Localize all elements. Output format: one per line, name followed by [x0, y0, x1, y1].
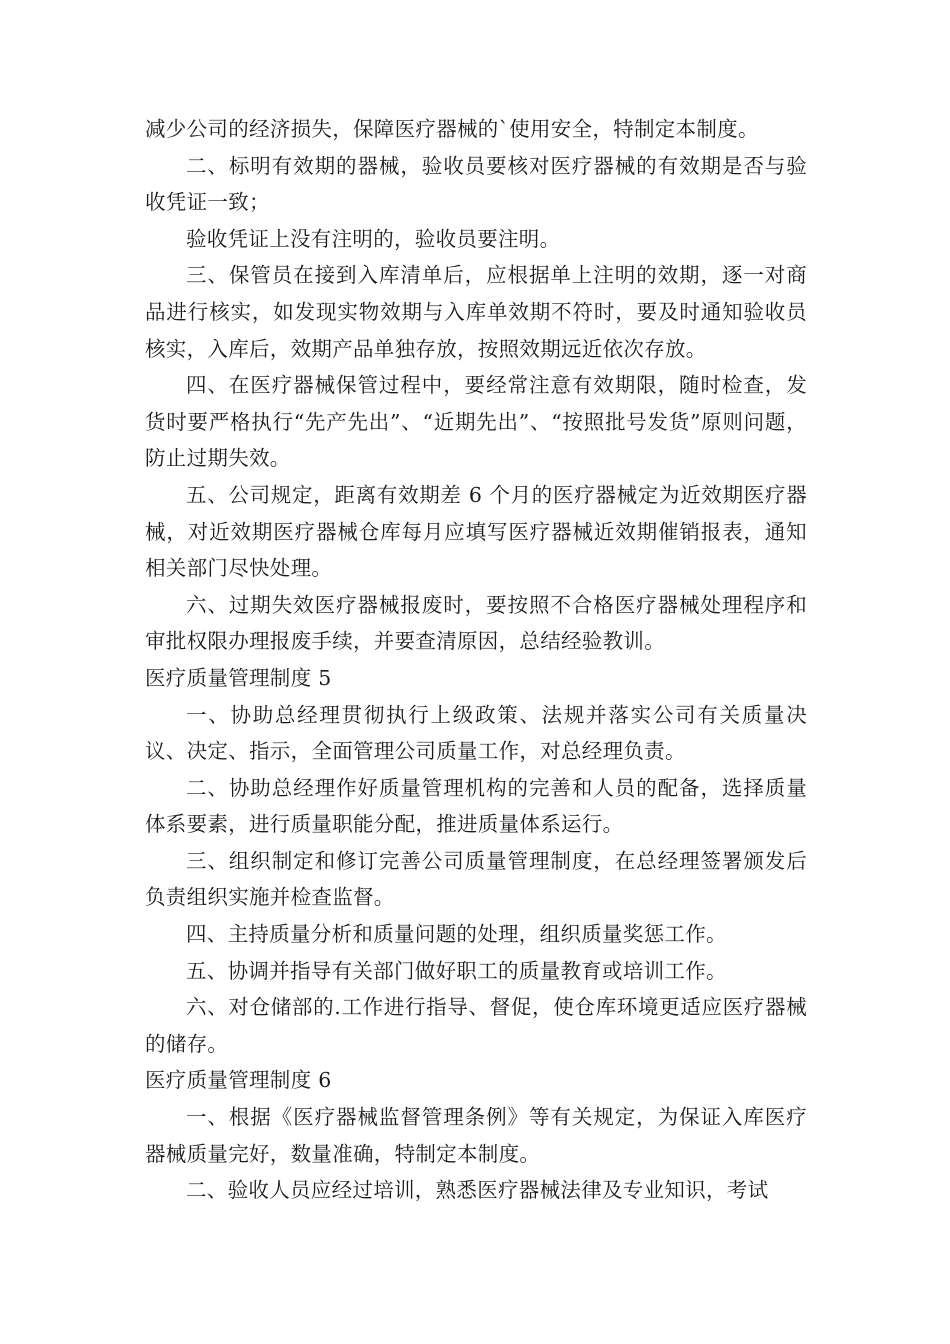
section-heading: 医疗质量管理制度 5 [145, 665, 332, 690]
paragraph: 一、协助总经理贯彻执行上级政策、法规并落实公司有关质量决议、决定、指示，全面管理公司质量工作，对总经理负责。 [145, 702, 807, 764]
paragraph: 四、在医疗器械保管过程中，要经常注意有效期限，随时检查，发货时要严格执行“先产先出”、“近期先出”、“按照批号发货”原则问题，防止过期失效。 [145, 373, 807, 471]
paragraph: 三、保管员在接到入库清单后，应根据单上注明的效期，逐一对商品进行核实，如发现实物效期与入库单效期不符时，要及时通知验收员核实，入库后，效期产品单独存放，按照效期远近依次存放。 [145, 263, 807, 361]
paragraph: 二、标明有效期的器械，验收员要核对医疗器械的有效期是否与验收凭证一致； [145, 153, 807, 215]
paragraph: 减少公司的经济损失，保障医疗器械的`使用安全，特制定本制度。 [145, 117, 759, 141]
paragraph: 二、验收人员应经过培训，熟悉医疗器械法律及专业知识，考试 [186, 1178, 769, 1203]
paragraph: 验收凭证上没有注明的，验收员要注明。 [186, 226, 561, 251]
paragraph: 三、组织制定和修订完善公司质量管理制度，在总经理签署颁发后负责组织实施并检查监督。 [145, 848, 807, 910]
paragraph: 五、公司规定，距离有效期差 6 个月的医疗器械定为近效期医疗器械，对近效期医疗器械仓库每月应填写医疗器械近效期催销报表，通知相关部门尽快处理。 [145, 482, 807, 581]
paragraph: 六、过期失效医疗器械报废时，要按照不合格医疗器械处理程序和审批权限办理报废手续，并要查清原因，总结经验教训。 [145, 592, 807, 654]
paragraph: 一、根据《医疗器械监督管理条例》等有关规定，为保证入库医疗器械质量完好，数量准确，特制定本制度。 [145, 1105, 807, 1166]
document-body [145, 111, 807, 1209]
section-heading: 医疗质量管理制度 6 [145, 1068, 332, 1093]
paragraph: 四、主持质量分析和质量问题的处理，组织质量奖惩工作。 [186, 922, 727, 947]
paragraph: 六、对仓储部的.工作进行指导、督促，使仓库环境更适应医疗器械的储存。 [145, 995, 807, 1056]
paragraph: 二、协助总经理作好质量管理机构的完善和人员的配备，选择质量体系要素，进行质量职能分配，推进质量体系运行。 [145, 775, 807, 837]
paragraph: 五、协调并指导有关部门做好职工的质量教育或培训工作。 [186, 958, 727, 983]
